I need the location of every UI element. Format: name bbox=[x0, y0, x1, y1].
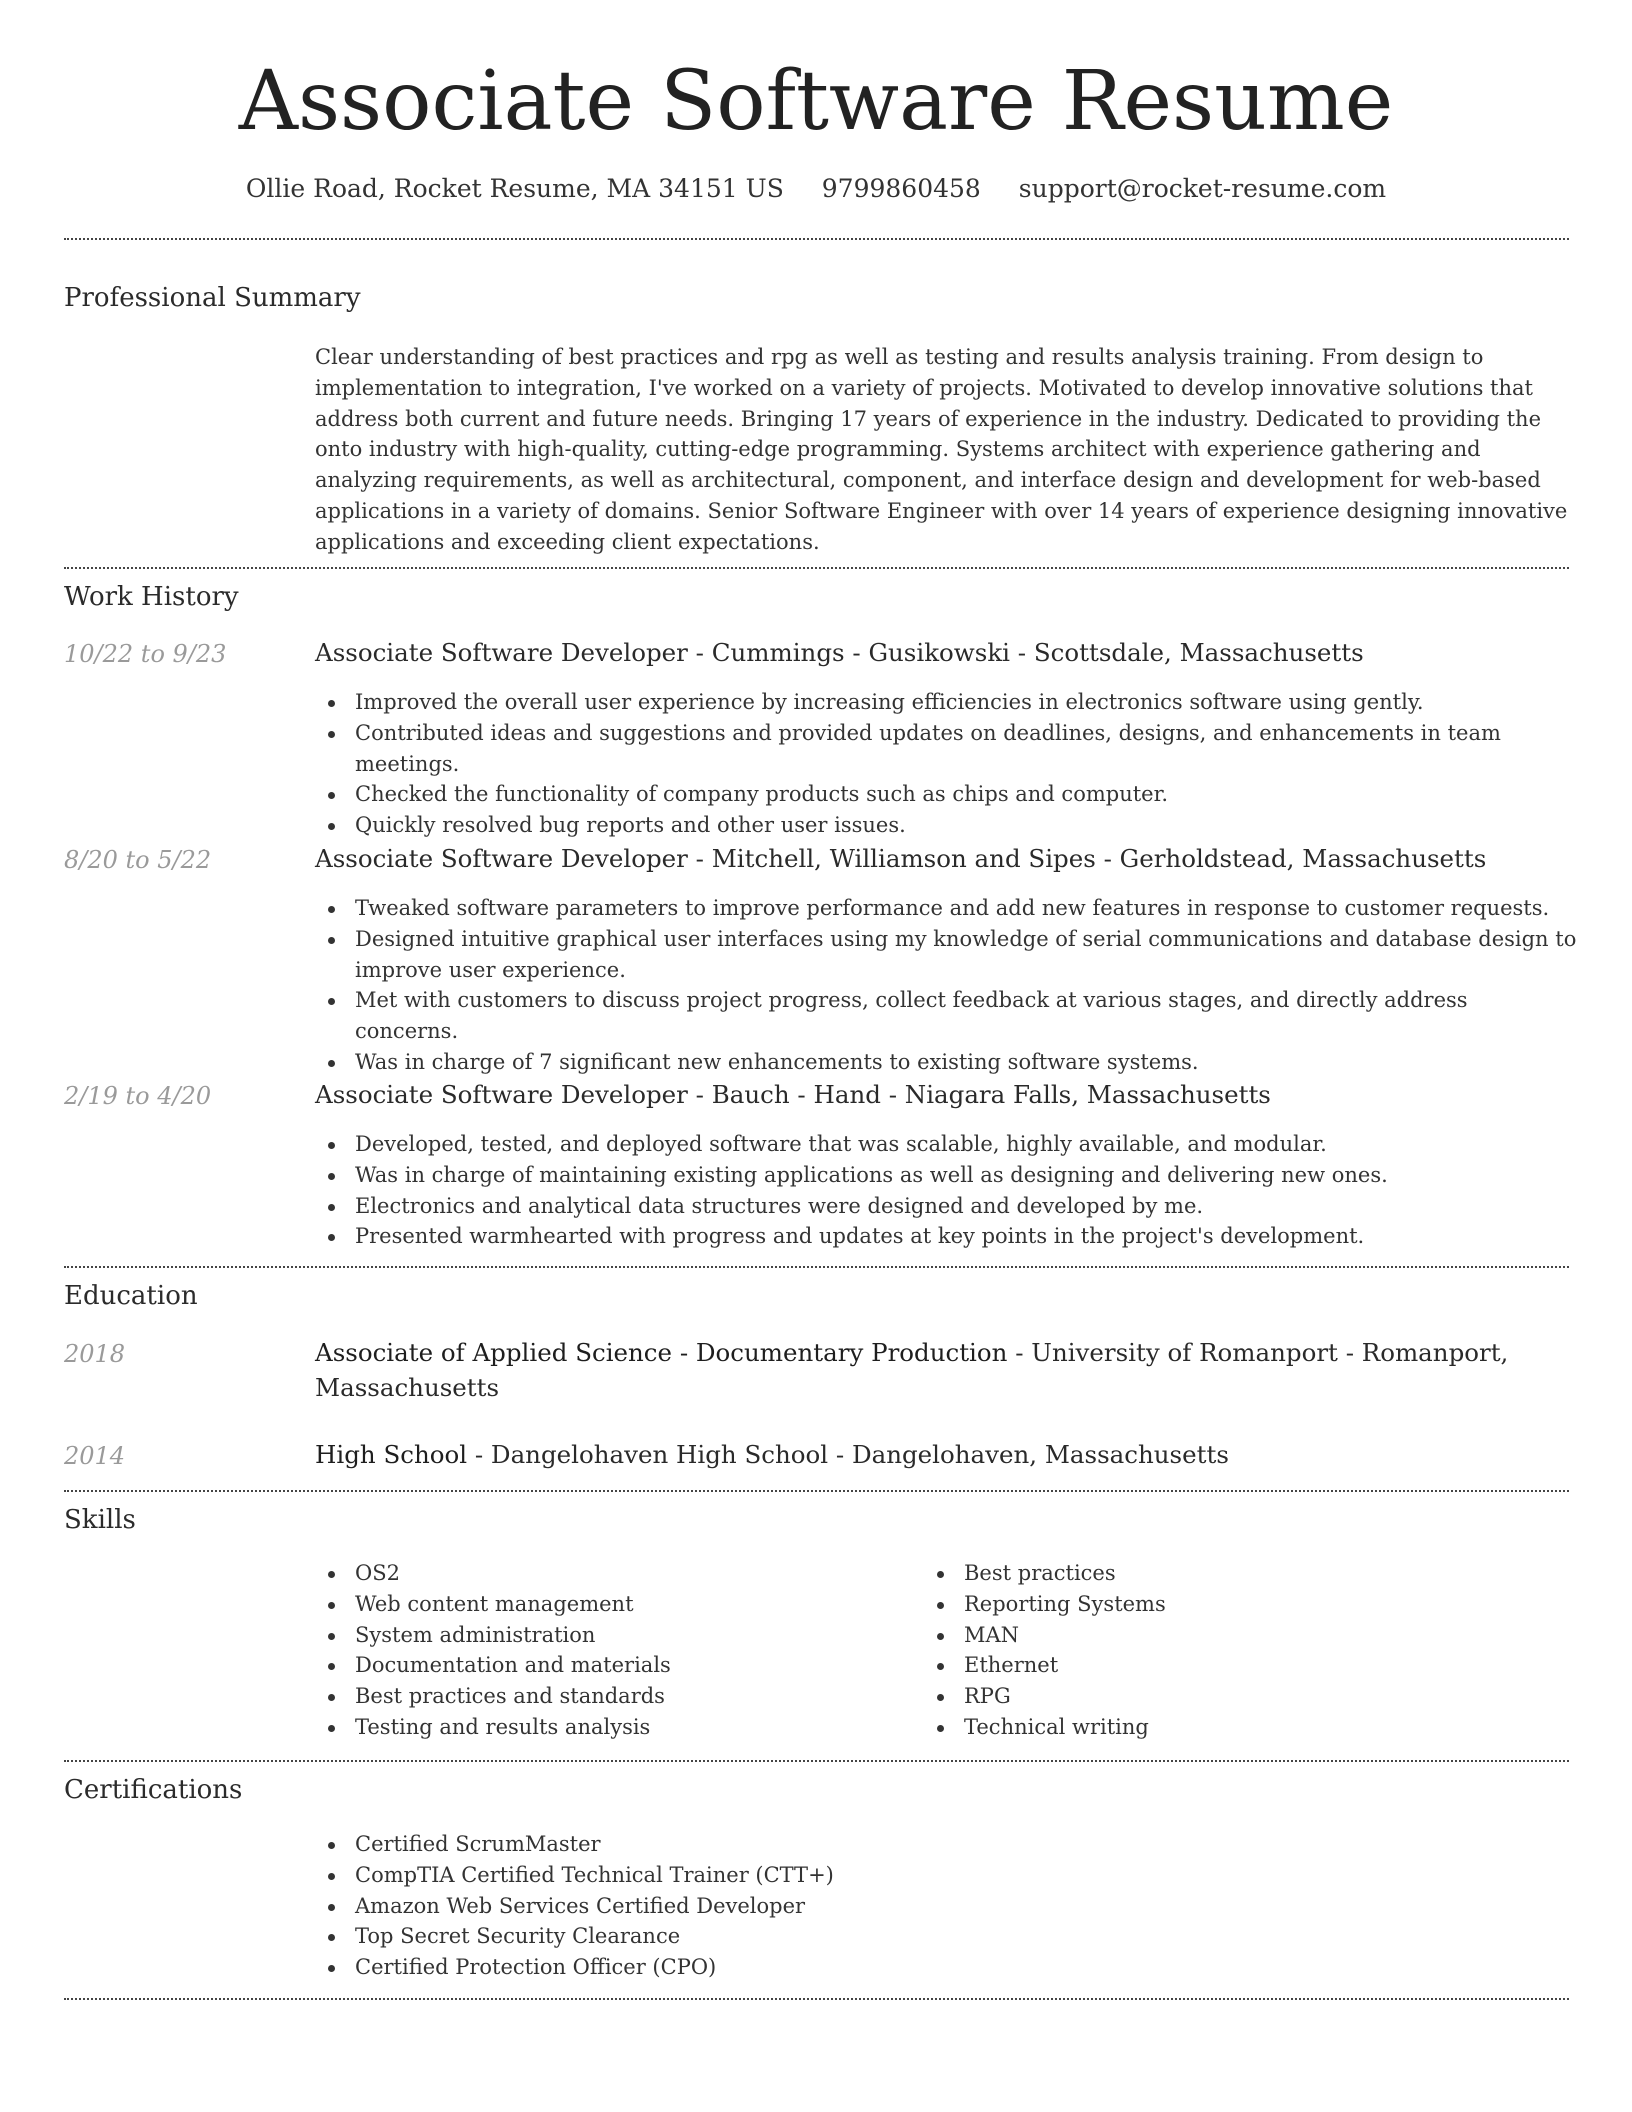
list-item: System administration bbox=[311, 1620, 901, 1651]
list-item: RPG bbox=[920, 1681, 1560, 1712]
list-item: Contributed ideas and suggestions and provided updates on deadlines, designs, and enhancements in team meetings. bbox=[311, 718, 1577, 780]
list-item: Top Secret Security Clearance bbox=[311, 1921, 1577, 1952]
section-divider bbox=[64, 1266, 1569, 1268]
list-item: Developed, tested, and deployed software that was scalable, highly available, and modular. bbox=[311, 1129, 1577, 1160]
section-heading-work: Work History bbox=[64, 582, 239, 612]
job-title: Associate Software Developer - Cummings - Gusikowski - Scottsdale, Massachusetts bbox=[315, 638, 1364, 667]
list-item: Was in charge of 7 significant new enhancements to existing software systems. bbox=[311, 1047, 1577, 1078]
list-item: OS2 bbox=[311, 1558, 901, 1589]
list-item: Was in charge of maintaining existing applications as well as designing and delivering new ones. bbox=[311, 1160, 1577, 1191]
list-item: Best practices and standards bbox=[311, 1681, 901, 1712]
list-item: Improved the overall user experience by increasing efficiencies in electronics software using gently. bbox=[311, 687, 1577, 718]
list-item: Certified Protection Officer (CPO) bbox=[311, 1952, 1577, 1983]
education-title bbox=[315, 1335, 1577, 1405]
education-title bbox=[315, 1437, 1577, 1472]
list-item: MAN bbox=[920, 1620, 1560, 1651]
skills-list-left bbox=[311, 1558, 901, 1743]
list-item: Presented warmhearted with progress and updates at key points in the project's development. bbox=[311, 1221, 1577, 1252]
list-item: Certified ScrumMaster bbox=[311, 1829, 1577, 1860]
list-item: Ethernet bbox=[920, 1650, 1560, 1681]
list-item: Designed intuitive graphical user interfaces using my knowledge of serial communications and database design to improve user experience. bbox=[311, 924, 1577, 986]
section-divider bbox=[64, 567, 1569, 569]
section-divider bbox=[64, 1760, 1569, 1762]
list-item: Testing and results analysis bbox=[311, 1712, 901, 1743]
list-item: Quickly resolved bug reports and other user issues. bbox=[311, 810, 1577, 841]
job-bullets bbox=[311, 687, 1577, 841]
contact-line bbox=[0, 172, 1632, 206]
list-item: CompTIA Certified Technical Trainer (CTT+) bbox=[311, 1860, 1577, 1891]
certifications-list bbox=[311, 1829, 1577, 1983]
list-item: Reporting Systems bbox=[920, 1589, 1560, 1620]
contact-address: Ollie Road, Rocket Resume, MA 34151 US bbox=[245, 174, 784, 203]
list-item: Technical writing bbox=[920, 1712, 1560, 1743]
education-degree: Associate of Applied Science - Documentary Production bbox=[315, 1338, 1008, 1367]
list-item: Checked the functionality of company products such as chips and computer. bbox=[311, 779, 1577, 810]
job-bullets bbox=[311, 1129, 1577, 1252]
job-bullets bbox=[311, 893, 1577, 1078]
list-item: Best practices bbox=[920, 1558, 1560, 1589]
job-title: Associate Software Developer - Bauch - Hand - Niagara Falls, Massachusetts bbox=[315, 1080, 1271, 1109]
section-heading-summary: Professional Summary bbox=[64, 283, 361, 313]
section-heading-education: Education bbox=[64, 1281, 198, 1311]
list-item: Electronics and analytical data structures were designed and developed by me. bbox=[311, 1191, 1577, 1222]
section-heading-skills: Skills bbox=[64, 1505, 136, 1535]
job-dates: 8/20 to 5/22 bbox=[64, 846, 212, 874]
section-heading-certifications: Certifications bbox=[64, 1775, 243, 1805]
skills-list-right bbox=[920, 1558, 1560, 1743]
list-item: Met with customers to discuss project progress, collect feedback at various stages, and directly address concerns. bbox=[311, 985, 1577, 1047]
list-item: Amazon Web Services Certified Developer bbox=[311, 1891, 1577, 1922]
education-year: 2018 bbox=[64, 1340, 126, 1368]
contact-email: support@rocket-resume.com bbox=[1018, 174, 1387, 203]
section-divider bbox=[64, 1490, 1569, 1492]
education-degree: High School bbox=[315, 1440, 468, 1469]
section-divider bbox=[64, 238, 1569, 240]
education-school: - Dangelohaven High School - Dangelohaven, Massachusetts bbox=[467, 1440, 1229, 1469]
contact-phone: 9799860458 bbox=[821, 174, 981, 203]
summary-text: Clear understanding of best practices and rpg as well as testing and results analysis training. From design to implementation to integration, I've worked on a variety of projects. Motivated to develop innovative solutions that address both current and future needs. Bringing 17 years of experience in the industry. Dedicated to providing the onto industry with high-quality, cutting-edge programming. Systems architect with experience gathering and analyzing requirements, as well as architectural, component, and interface design and development for web-based applications in a variety of domains. Senior Software Engineer with over 14 years of experience designing innovative applications and exceeding client expectations. bbox=[315, 345, 1568, 554]
resume-title: Associate Software Resume bbox=[238, 54, 1394, 149]
job-dates: 2/19 to 4/20 bbox=[64, 1082, 212, 1110]
education-year: 2014 bbox=[64, 1442, 126, 1470]
job-title: Associate Software Developer - Mitchell, Williamson and Sipes - Gerholdstead, Massachusetts bbox=[315, 844, 1487, 873]
section-divider bbox=[64, 1998, 1569, 2000]
list-item: Tweaked software parameters to improve performance and add new features in response to customer requests. bbox=[311, 893, 1577, 924]
list-item: Documentation and materials bbox=[311, 1650, 901, 1681]
job-dates: 10/22 to 9/23 bbox=[64, 640, 227, 668]
education-school: - University of Romanport - Romanport, Massachusetts bbox=[315, 1338, 1509, 1402]
list-item: Web content management bbox=[311, 1589, 901, 1620]
